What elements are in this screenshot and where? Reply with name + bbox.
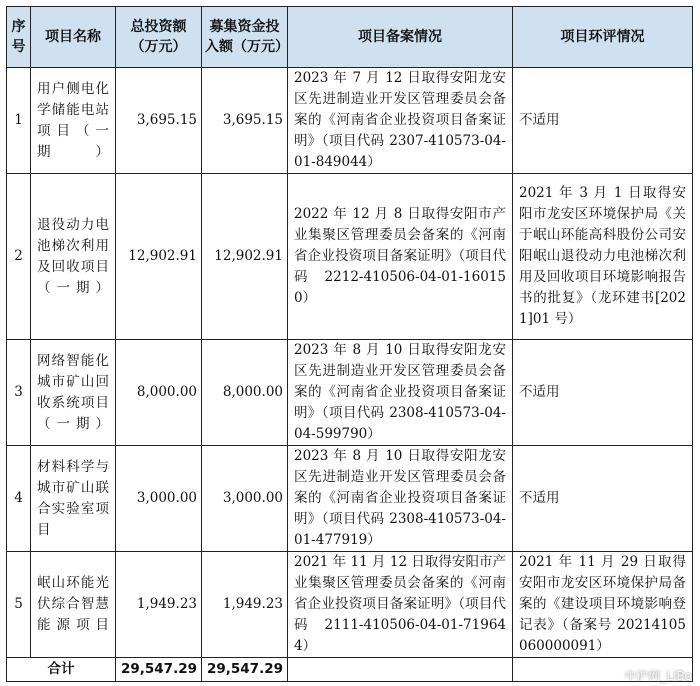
header-name: 项目名称 bbox=[31, 7, 116, 68]
watermark: 中沪网_LiBo bbox=[624, 669, 692, 683]
row-raised-funds: 3,000.00 bbox=[202, 446, 288, 552]
row-no: 2 bbox=[7, 174, 31, 340]
row-total-investment: 1,949.23 bbox=[116, 552, 202, 658]
table-row bbox=[7, 446, 693, 552]
row-env: 2021 年 3 月 1 日取得安阳市龙安区环境保护局《关于岷山环能高科股份公司安阳岷山退役动力电池梯次利用及回收项目环境影响报告书的批复》（龙环建书[2021]01 号） bbox=[513, 174, 693, 340]
row-no: 3 bbox=[7, 340, 31, 446]
row-filing: 2023 年 8 月 10 日取得安阳龙安区先进制造业开发区管理委员会备案的《河南省企业投资项目备案证明》（项目代码 2308-410573-04-04-599790） bbox=[288, 340, 513, 446]
table-row bbox=[7, 340, 693, 446]
row-raised-funds: 8,000.00 bbox=[202, 340, 288, 446]
row-filing: 2022 年 12 月 8 日取得安阳市产业集聚区管理委员会备案的《河南省企业投资项目备案证明》（项目代码 2212-410506-04-01-160150） bbox=[288, 174, 513, 340]
header-raised-funds: 募集资金投入额（万元） bbox=[202, 7, 288, 68]
header-row bbox=[7, 7, 693, 68]
row-env: 不适用 bbox=[513, 446, 693, 552]
row-raised-funds: 12,902.91 bbox=[202, 174, 288, 340]
header-filing: 项目备案情况 bbox=[288, 7, 513, 68]
row-total-investment: 3,695.15 bbox=[116, 68, 202, 174]
table-row bbox=[7, 552, 693, 658]
row-total-investment: 8,000.00 bbox=[116, 340, 202, 446]
row-env: 2021 年 11 月 29 日取得安阳市龙安区环境保护局备案的《建设项目环境影响登记表》（备案号 20214105060000091） bbox=[513, 552, 693, 658]
header-no: 序号 bbox=[7, 7, 31, 68]
total-row bbox=[7, 658, 693, 682]
row-name: 岷山环能光伏综合智慧能源项目 bbox=[31, 552, 116, 658]
row-filing: 2021 年 11 月 12 日取得安阳市产业集聚区管理委员会备案的《河南省企业投资项目备案证明》（项目代码 2111-410506-04-01-719644） bbox=[288, 552, 513, 658]
row-no: 1 bbox=[7, 68, 31, 174]
project-table bbox=[6, 6, 693, 682]
row-name: 网络智能化城市矿山回收系统项目（一期） bbox=[31, 340, 116, 446]
total-label: 合计 bbox=[7, 658, 116, 682]
row-no: 4 bbox=[7, 446, 31, 552]
table-row bbox=[7, 68, 693, 174]
total-investment-sum: 29,547.29 bbox=[116, 658, 202, 682]
row-no: 5 bbox=[7, 552, 31, 658]
row-env: 不适用 bbox=[513, 340, 693, 446]
header-env: 项目环评情况 bbox=[513, 7, 693, 68]
row-raised-funds: 1,949.23 bbox=[202, 552, 288, 658]
row-env: 不适用 bbox=[513, 68, 693, 174]
row-name: 材料科学与城市矿山联合实验室项目 bbox=[31, 446, 116, 552]
header-total-investment: 总投资额（万元） bbox=[116, 7, 202, 68]
row-raised-funds: 3,695.15 bbox=[202, 68, 288, 174]
row-total-investment: 12,902.91 bbox=[116, 174, 202, 340]
row-filing: 2023 年 7 月 12 日取得安阳龙安区先进制造业开发区管理委员会备案的《河南省企业投资项目备案证明》（项目代码 2307-410573-04-01-849044） bbox=[288, 68, 513, 174]
row-total-investment: 3,000.00 bbox=[116, 446, 202, 552]
table-row bbox=[7, 174, 693, 340]
total-filing-empty bbox=[288, 658, 513, 682]
row-filing: 2023 年 8 月 10 日取得安阳龙安区先进制造业开发区管理委员会备案的《河南省企业投资项目备案证明》（项目代码 2308-410573-04-01-477919） bbox=[288, 446, 513, 552]
row-name: 用户侧电化学储能电站项目（一期） bbox=[31, 68, 116, 174]
row-name: 退役动力电池梯次利用及回收项目（一期） bbox=[31, 174, 116, 340]
raised-funds-sum: 29,547.29 bbox=[202, 658, 288, 682]
